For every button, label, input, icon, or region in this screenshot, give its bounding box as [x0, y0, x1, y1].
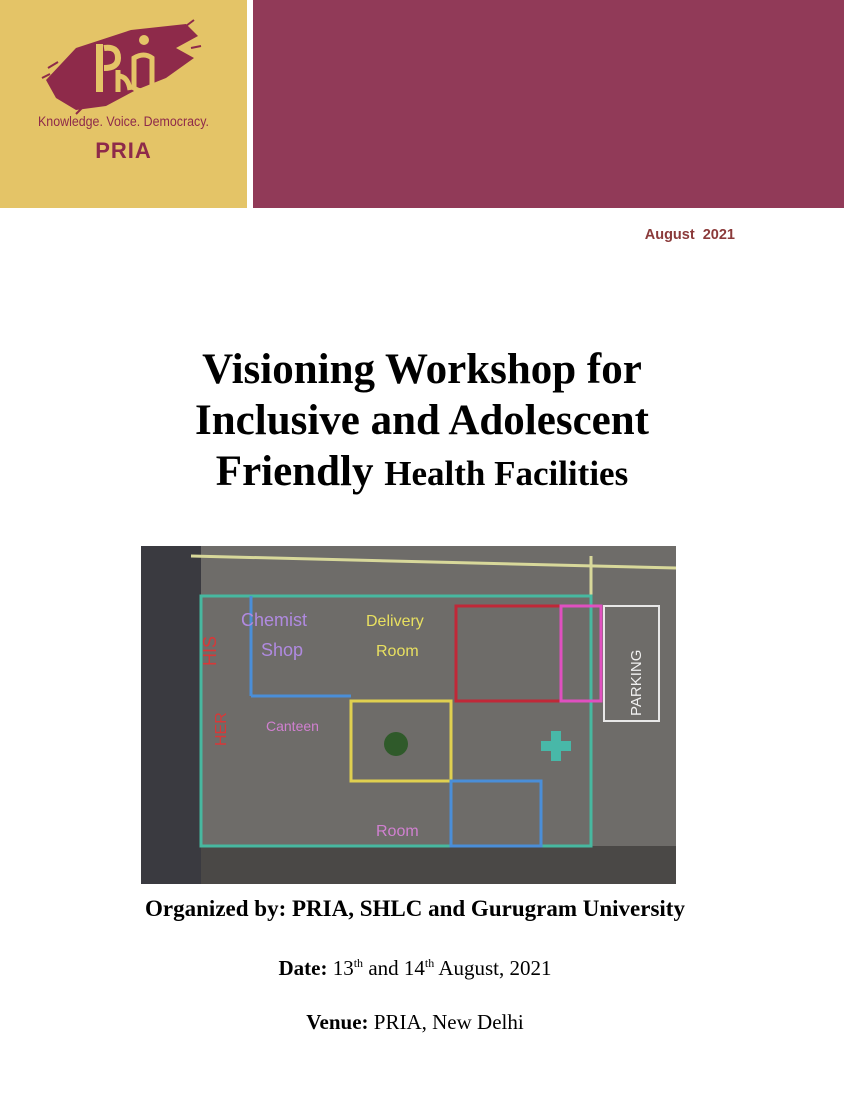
venue-label: Venue:: [306, 1010, 369, 1034]
title-line-3: [0, 446, 844, 499]
document-title: [0, 344, 844, 499]
event-date-label: Date:: [278, 956, 328, 980]
svg-text:HER: HER: [213, 712, 230, 746]
title-line-1: Visioning Workshop for: [202, 346, 642, 393]
date-sup-1: th: [353, 956, 364, 970]
svg-text:Chemist: Chemist: [241, 610, 308, 630]
svg-text:Delivery: Delivery: [366, 613, 424, 630]
header-maroon-panel: [253, 0, 844, 208]
event-venue: [0, 1010, 830, 1035]
organizers: [0, 896, 830, 922]
svg-text:Shop: Shop: [261, 640, 304, 660]
title-line-3-large: Friendly: [215, 448, 374, 495]
header-gold-panel: [0, 0, 247, 208]
event-date: [0, 956, 830, 981]
svg-text:HIS: HIS: [200, 635, 220, 666]
svg-text:Canteen: Canteen: [266, 718, 319, 734]
pria-logo-icon: [36, 18, 206, 118]
organizers-value: PRIA, SHLC and Gurugram University: [292, 896, 685, 921]
title-line-2: Inclusive and Adolescent: [195, 397, 649, 444]
logo-tagline: Knowledge. Voice. Democracy.: [38, 114, 209, 129]
organizers-label: Organized by:: [145, 896, 287, 921]
svg-text:PARKING: PARKING: [628, 649, 645, 716]
logo-brand: PRIA: [95, 138, 152, 163]
venue-value: PRIA, New Delhi: [373, 1010, 524, 1034]
svg-text:Room: Room: [376, 643, 419, 660]
date-day-1: 13: [332, 956, 354, 980]
date-sup-2: th: [424, 956, 435, 970]
svg-text:Room: Room: [376, 823, 419, 840]
date-month-year: August, 2021: [438, 956, 552, 980]
publication-date: August 2021: [644, 227, 735, 243]
workshop-photo: [141, 546, 676, 884]
date-day-2: and 14: [368, 956, 425, 980]
chalk-floorplan-image: [141, 546, 676, 884]
title-line-3-small: Health Facilities: [384, 454, 629, 493]
